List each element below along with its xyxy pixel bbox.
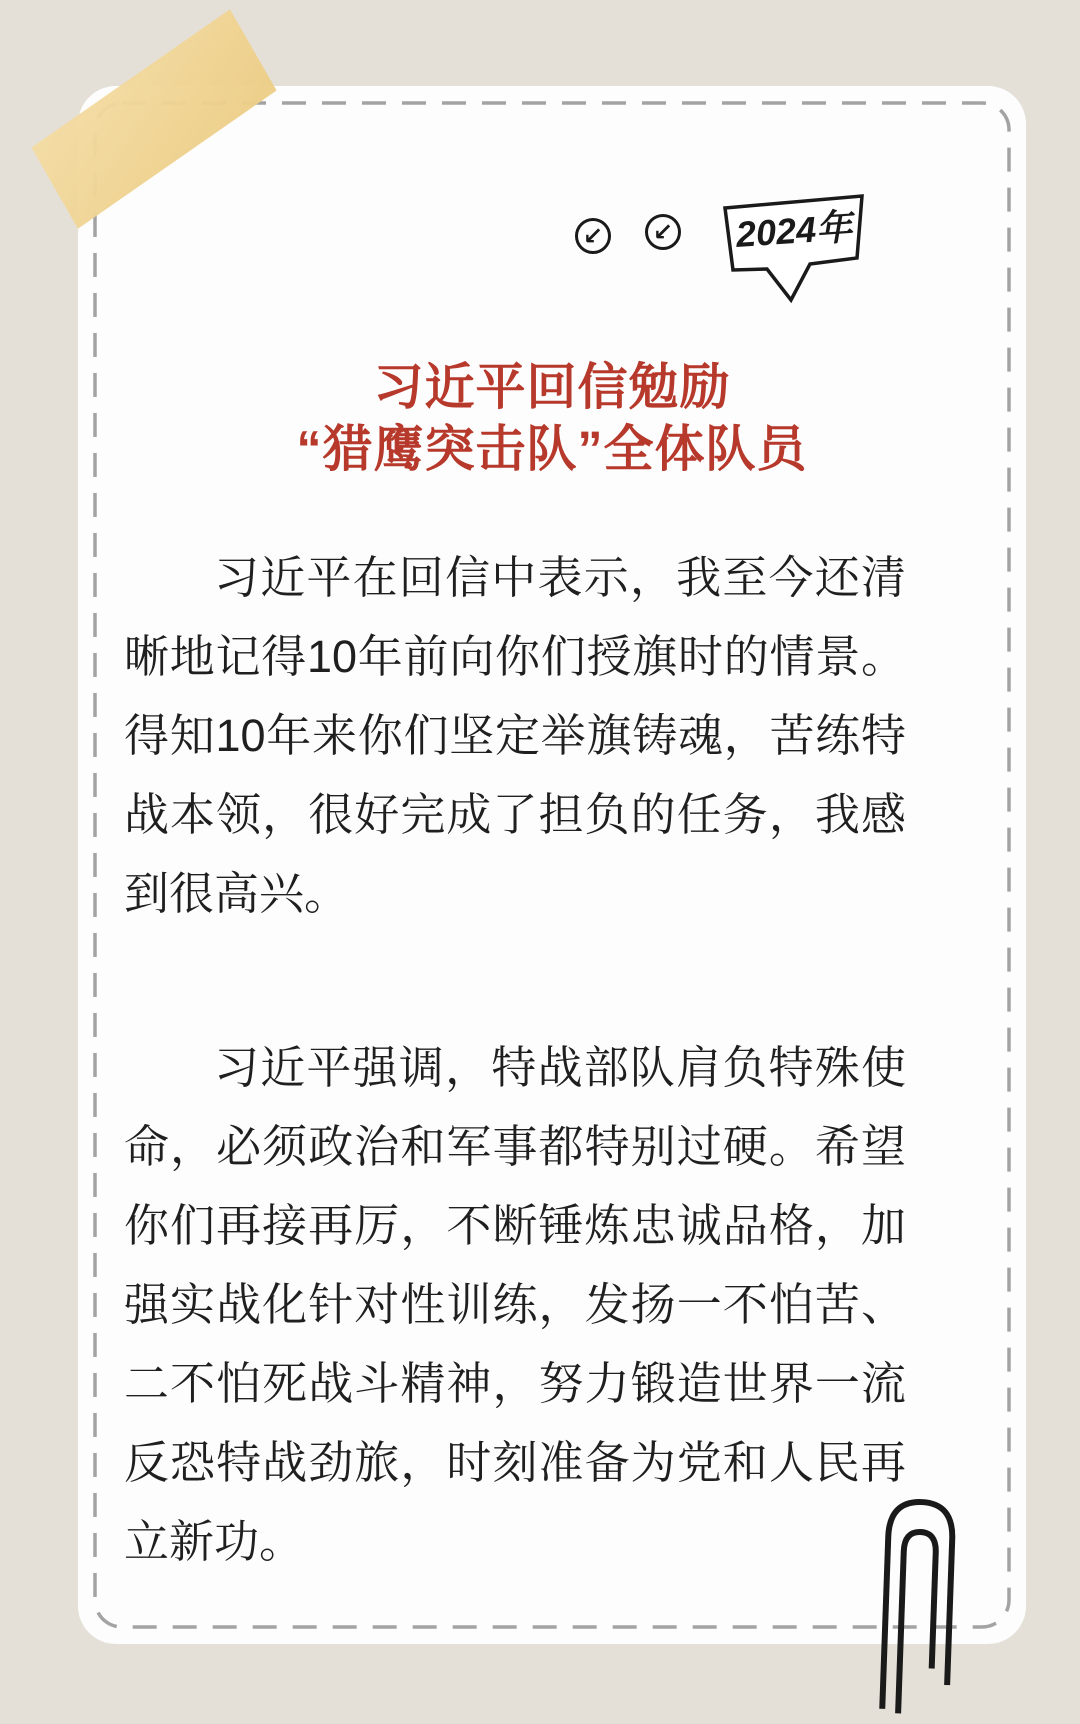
- paperclip-icon: [864, 1486, 972, 1717]
- year-label: 2024年: [734, 206, 854, 256]
- down-left-arrow-glyph: ↙: [582, 222, 604, 250]
- page-title: [78, 356, 1026, 480]
- down-left-arrow-icon: [575, 218, 611, 254]
- title-line-1: 习近平回信勉励: [373, 359, 731, 415]
- year-speech-bubble: [705, 183, 880, 308]
- body-paragraph-2: 习近平强调，特战部队肩负特殊使命，必须政治和军事都特别过硬。希望你们再接再厉，不断锤炼忠诚品格，加强实战化针对性训练，发扬一不怕苦、二不怕死战斗精神，努力锻造世界一流反恐特战劲旅，时刻准备为党和人民再立新功。: [124, 1042, 906, 1567]
- article-body: [124, 538, 906, 1581]
- title-line-2: “猎鹰突击队”全体队员: [296, 421, 808, 477]
- down-left-arrow-icon: [645, 214, 681, 250]
- body-paragraph-1: 习近平在回信中表示，我至今还清晰地记得10年前向你们授旗时的情景。得知10年来你们坚定举旗铸魂，苦练特战本领，很好完成了担负的任务，我感到很高兴。: [124, 552, 906, 919]
- down-left-arrow-glyph: ↙: [652, 218, 674, 246]
